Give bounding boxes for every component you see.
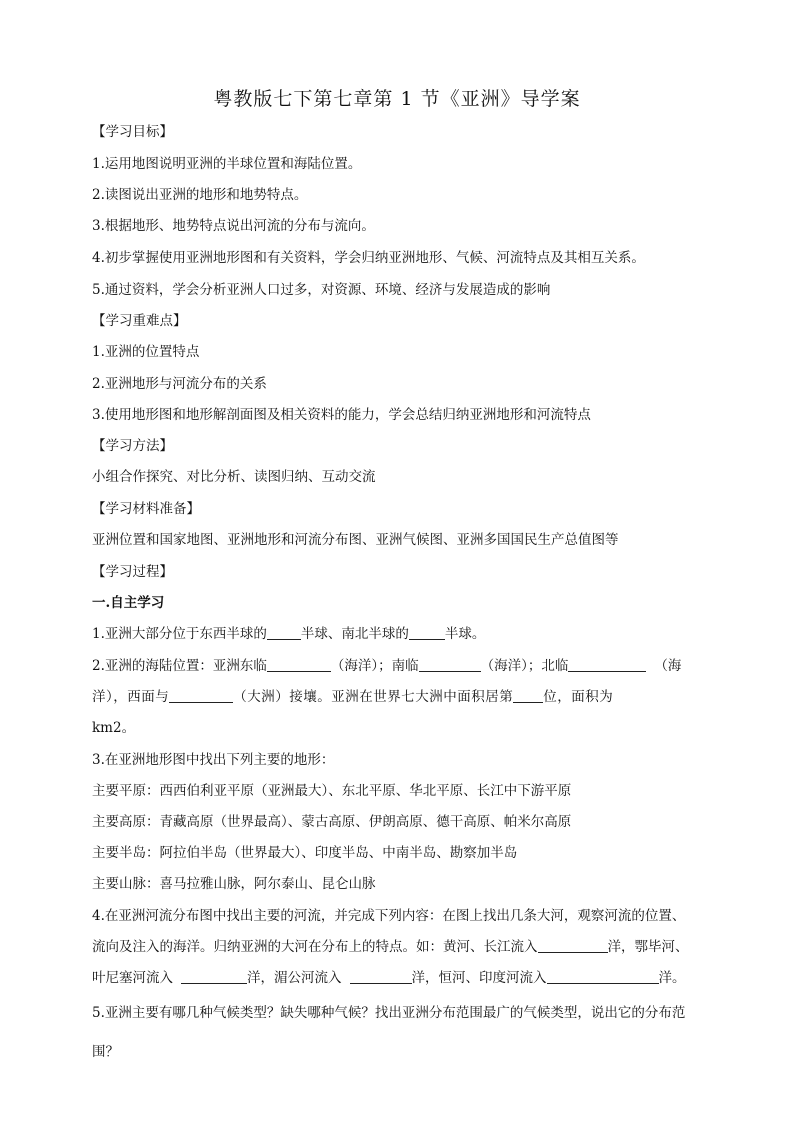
q2-text-g: 位，面积为 (543, 689, 614, 705)
goal-item-2: 2.读图说出亚洲的地形和地势特点。 (92, 187, 308, 203)
q2-text-d: （海 (654, 658, 682, 674)
q1-blank-1[interactable] (267, 625, 301, 640)
q3-mountains: 主要山脉：喜马拉雅山脉，阿尔泰山、昆仑山脉 (92, 876, 376, 892)
q2-blank-north-ocean[interactable] (568, 657, 646, 672)
q4-text-2a: 流向及注入的海洋。归纳亚洲的大河在分布上的特点。如：黄河、长江流入 (92, 939, 538, 955)
keypoint-item-2: 2.亚洲地形与河流分布的关系 (92, 376, 267, 392)
q2-text-f: （大洲）接壤。亚洲在世界七大洲中面积居第 (233, 689, 514, 705)
question-3-intro: 3.在亚洲地形图中找出下列主要的地形： (92, 752, 335, 768)
goal-item-1: 1.运用地图说明亚洲的半球位置和海陆位置。 (92, 156, 362, 172)
q3-plateaus: 主要高原：青藏高原（世界最高）、蒙古高原、伊朗高原、德干高原、帕米尔高原 (92, 814, 572, 830)
question-4-line-1: 4.在亚洲河流分布图中找出主要的河流，并完成下列内容：在图上找出几条大河，观察河流的位置、 (92, 908, 686, 924)
q2-blank-rank[interactable] (513, 688, 543, 703)
q2-text-h: km2。 (92, 720, 136, 736)
q4-blank-mekong[interactable] (350, 969, 412, 984)
question-1 (92, 624, 485, 644)
question-4-line-3 (92, 968, 686, 988)
q2-blank-east-ocean[interactable] (267, 657, 331, 672)
process-heading: 【学习过程】 (92, 564, 173, 580)
question-2-line-2 (92, 687, 613, 707)
goal-item-5: 5.通过资料，学会分析亚洲人口过多，对资源、环境、经济与发展造成的影响 (92, 282, 551, 298)
keypoint-item-1: 1.亚洲的位置特点 (92, 344, 200, 360)
keypoint-item-3: 3.使用地形图和地形解剖面图及相关资料的能力，学会总结归纳亚洲地形和河流特点 (92, 407, 591, 423)
methods-text: 小组合作探究、对比分析、读图归纳、互动交流 (92, 469, 376, 485)
q4-blank-ganges-indus[interactable] (547, 969, 659, 984)
question-4-line-2 (92, 937, 689, 957)
goals-heading: 【学习目标】 (92, 124, 173, 140)
q2-blank-south-ocean[interactable] (419, 657, 481, 672)
q4-text-2b: 洋，鄂毕河、 (607, 939, 689, 955)
q1-text-c: 半球。 (444, 626, 486, 642)
page-title: 粤教版七下第七章第 1 节《亚洲》导学案 (213, 88, 581, 110)
q2-text-b: （海洋）；南临 (330, 658, 419, 674)
keypoints-heading: 【学习重难点】 (92, 313, 187, 329)
q4-blank-ob-yenisei[interactable] (181, 969, 247, 984)
q1-blank-2[interactable] (409, 625, 445, 640)
q3-plains: 主要平原：西西伯利亚平原（亚洲最大）、东北平原、华北平原、长江中下游平原 (92, 783, 572, 799)
question-5-line-1: 5.亚洲主要有哪几种气候类型？缺失哪种气候？找出亚洲分布范围最广的气候类型，说出它的分布范 (92, 1005, 686, 1021)
q4-text-3d: 洋。 (658, 970, 686, 986)
q2-text-a: 2.亚洲的海陆位置：亚洲东临 (92, 658, 267, 674)
question-5-line-2: 围？ (92, 1044, 119, 1060)
q3-peninsulas: 主要半岛：阿拉伯半岛（世界最大）、印度半岛、中南半岛、勘察加半岛 (92, 845, 518, 861)
q1-text-b: 半球、南北半球的 (300, 626, 409, 642)
question-2-line-1 (92, 656, 681, 676)
q4-text-3c: 洋，恒河、印度河流入 (411, 970, 547, 986)
goal-item-3: 3.根据地形、地势特点说出河流的分布与流向。 (92, 218, 375, 234)
materials-heading: 【学习材料准备】 (92, 501, 200, 517)
q2-text-e: 洋），西面与 (92, 689, 170, 705)
q1-text-a: 1.亚洲大部分位于东西半球的 (92, 626, 267, 642)
q2-text-c: （海洋）；北临 (480, 658, 569, 674)
methods-heading: 【学习方法】 (92, 438, 173, 454)
q4-blank-yellow-yangtze[interactable] (538, 938, 608, 953)
goal-item-4: 4.初步掌握使用亚洲地形图和有关资料，学会归纳亚洲地形、气候、河流特点及其相互关系。 (92, 250, 645, 266)
section-self-study: 一.自主学习 (92, 595, 165, 611)
q2-blank-continent[interactable] (169, 688, 233, 703)
q4-text-3b: 洋，湄公河流入 (247, 970, 342, 986)
materials-text: 亚洲位置和国家地图、亚洲地形和河流分布图、亚洲气候图、亚洲多国国民生产总值图等 (92, 532, 619, 548)
q4-text-3a: 叶尼塞河流入 (92, 970, 173, 986)
